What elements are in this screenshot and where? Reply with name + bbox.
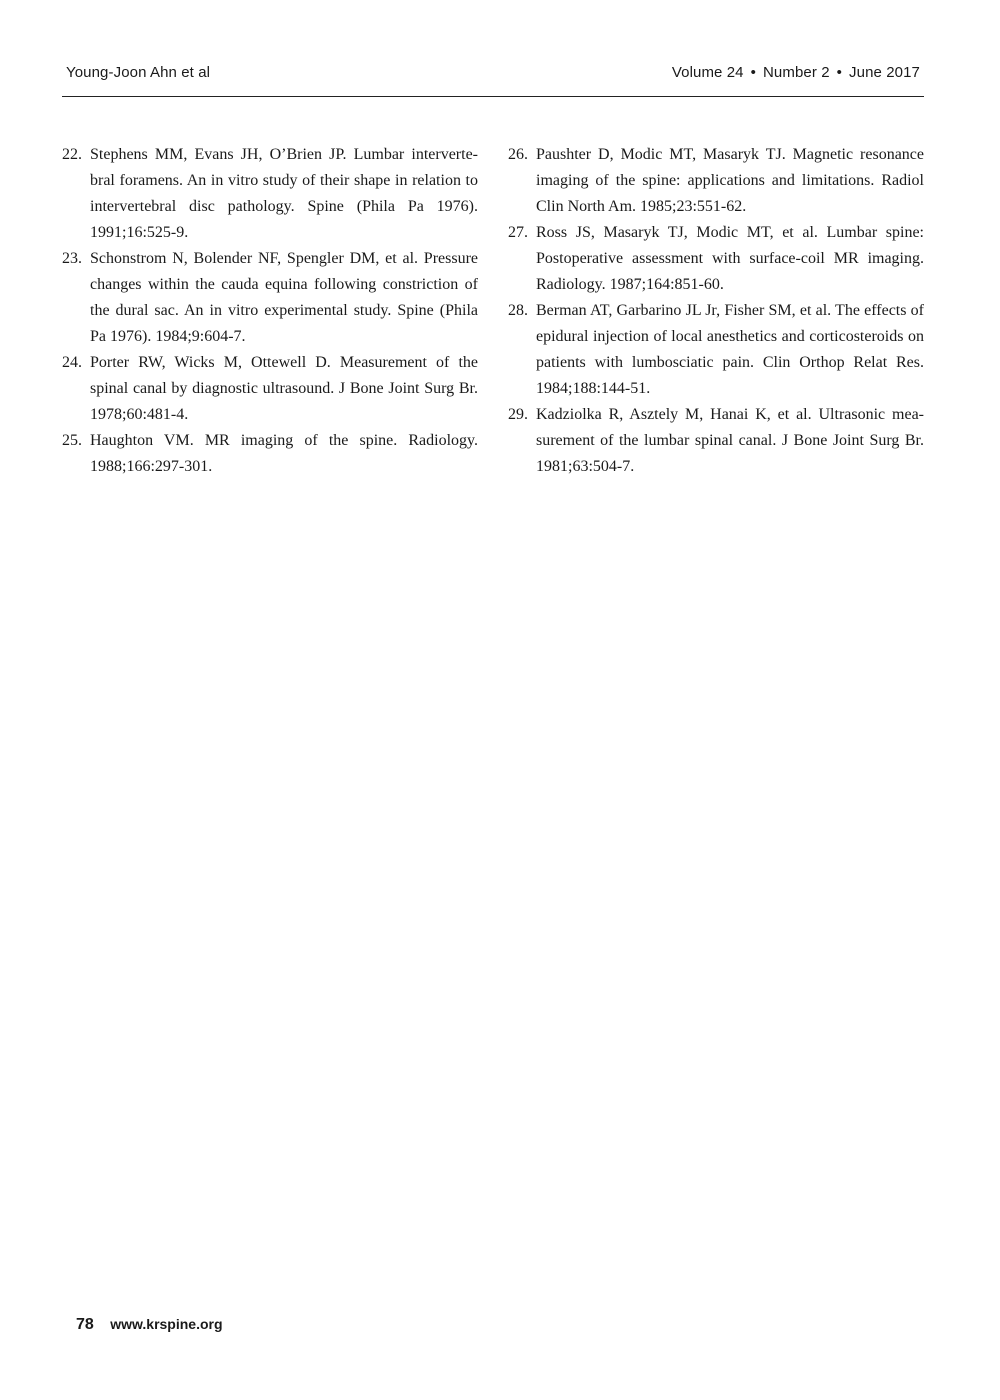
reference-text: Haughton VM. MR imaging of the spine. Radiology. 1988;166:297-301. [90, 432, 478, 475]
reference-item [508, 220, 924, 298]
reference-item [508, 402, 924, 480]
page-footer [76, 1316, 223, 1334]
header-number: Number 2 [763, 64, 830, 81]
header-date: June 2017 [849, 64, 920, 81]
header-volume: Volume 24 [671, 64, 744, 81]
references-left-column [62, 142, 478, 480]
reference-number: 26. [508, 146, 528, 163]
reference-item [508, 298, 924, 402]
header-separator: • [836, 64, 843, 81]
reference-item [62, 350, 478, 428]
reference-text: Porter RW, Wicks M, Ottewell D. Measurement of the spinal canal by diagnostic ultrasound. J Bone Joint Surg Br. 1978;60:481-4. [90, 354, 478, 423]
header-separator: • [750, 64, 756, 81]
page-number: 78 [76, 1316, 94, 1333]
reference-text: Berman AT, Garbarino JL Jr, Fisher SM, et al. The effects of epidural injection of local anesthetics and corticosteroids on patients with lumbosciatic pain. Clin Orthop Relat Res. 1984;188:144-51. [536, 302, 924, 397]
reference-number: 24. [62, 354, 82, 371]
reference-text: Stephens MM, Evans JH, O’Brien JP. Lumbar interverte-bral foramens. An in vitro study of their shape in relation to intervertebral disc pathology. Spine (Phila Pa 1976). 1991;16:525-9. [90, 146, 478, 241]
reference-number: 22. [62, 146, 82, 163]
reference-text: Paushter D, Modic MT, Masaryk TJ. Magnetic resonance imaging of the spine: applications and limitations. Radiol Clin North Am. 1985;23:551-62. [536, 146, 924, 215]
journal-url: www.krspine.org [110, 1316, 223, 1332]
references-right-column [508, 142, 924, 480]
header-authors: Young-Joon Ahn et al [66, 64, 211, 81]
running-header [62, 64, 924, 97]
reference-item [62, 142, 478, 246]
reference-text: Kadziolka R, Asztely M, Hanai K, et al. Ultrasonic mea-surement of the lumbar spinal canal. J Bone Joint Surg Br. 1981;63:504-7. [536, 406, 924, 475]
reference-item [508, 142, 924, 220]
reference-number: 27. [508, 224, 528, 241]
reference-item [62, 428, 478, 480]
reference-number: 29. [508, 406, 528, 423]
reference-item [62, 246, 478, 350]
reference-number: 28. [508, 302, 528, 319]
header-issue-info [672, 64, 920, 81]
reference-number: 25. [62, 432, 82, 449]
reference-text: Schonstrom N, Bolender NF, Spengler DM, et al. Pressure changes within the cauda equina following constriction of the dural sac. An in vitro experimental study. Spine (Phila Pa 1976). 1984;9:604-7. [90, 250, 478, 345]
reference-text: Ross JS, Masaryk TJ, Modic MT, et al. Lumbar spine: Postoperative assessment with surface-coil MR imaging. Radiology. 1987;164:851-60. [536, 224, 924, 293]
reference-number: 23. [62, 250, 82, 267]
